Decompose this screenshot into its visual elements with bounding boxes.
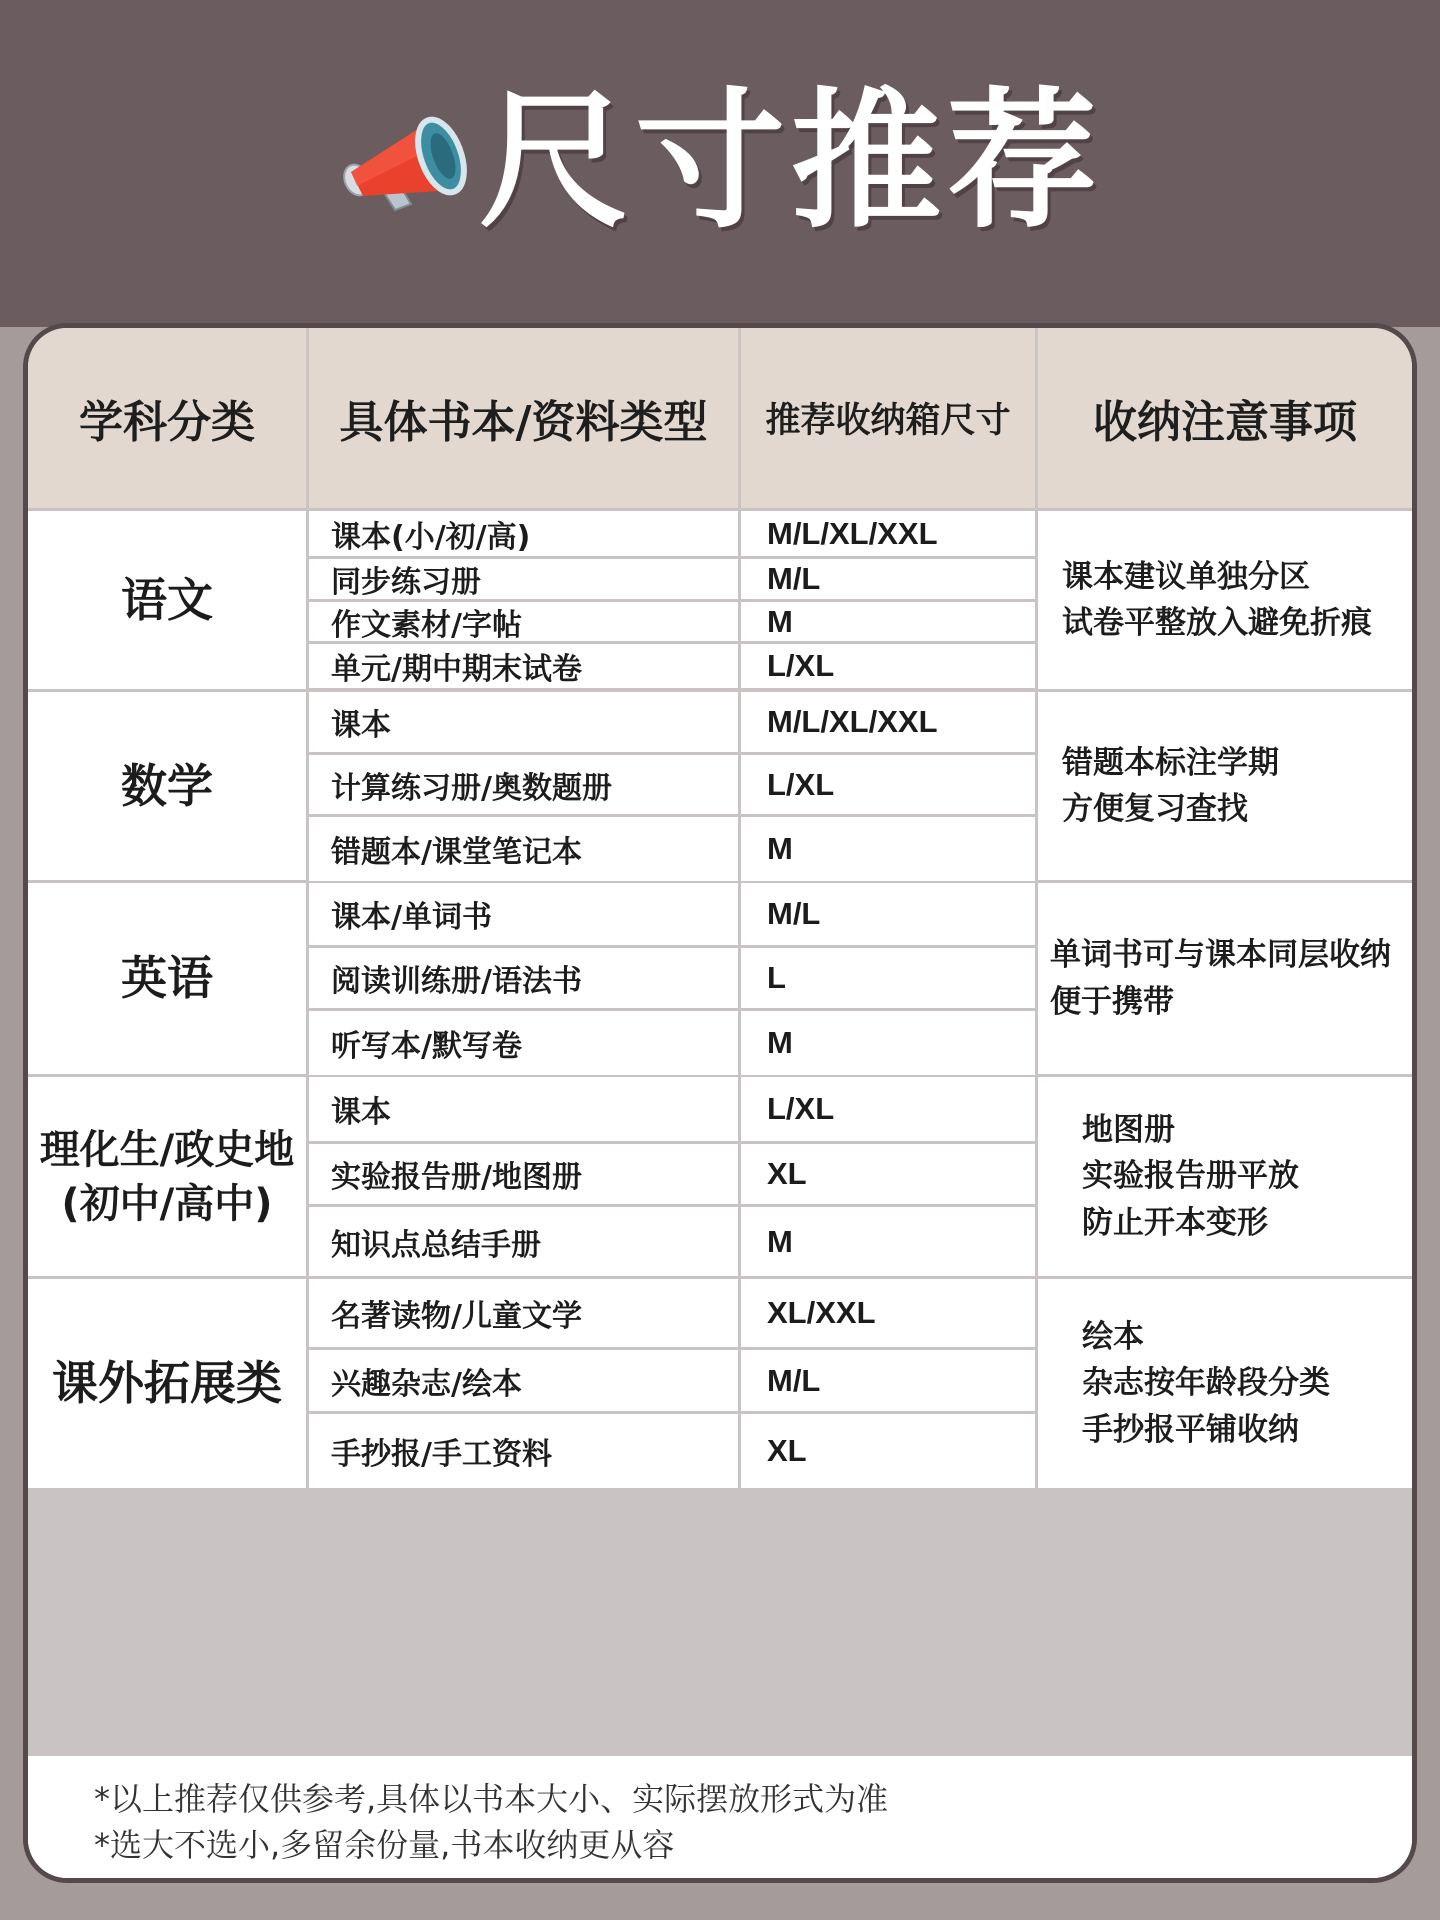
subject-cell xyxy=(28,511,306,689)
note-line: 防止开本变形 xyxy=(1082,1204,1268,1241)
subject-cell xyxy=(28,883,306,1074)
table-row-item: 知识点总结手册 xyxy=(309,1207,738,1276)
footer-notes xyxy=(28,1756,1412,1878)
table-row-item: 手抄报/手工资料 xyxy=(309,1414,738,1488)
title-row xyxy=(0,0,1440,327)
table-row-item: 作文素材/字帖 xyxy=(309,602,738,641)
note-cell xyxy=(1038,692,1412,880)
table-row-item: 课本 xyxy=(309,692,738,752)
table-row-item: 兴趣杂志/绘本 xyxy=(309,1350,738,1411)
table-row-item: 听写本/默写卷 xyxy=(309,1011,738,1075)
note-line: 杂志按年龄段分类 xyxy=(1082,1365,1330,1402)
size-table-card xyxy=(23,323,1417,1883)
table-row-size: L xyxy=(741,948,1035,1008)
note-line: 便于携带 xyxy=(1050,983,1174,1020)
column-header: 推荐收纳箱尺寸 xyxy=(741,328,1035,508)
note-cell xyxy=(1038,883,1412,1074)
subject-cell xyxy=(28,692,306,880)
table-row-item: 单元/期中期末试卷 xyxy=(309,644,738,688)
subject-cell xyxy=(28,1279,306,1488)
table-row-size: L/XL xyxy=(741,644,1035,688)
table-row-item: 阅读训练册/语法书 xyxy=(309,948,738,1008)
table-row-size: XL/XXL xyxy=(741,1279,1035,1347)
table-row-size: M/L xyxy=(741,1350,1035,1411)
subject-label: 英语 xyxy=(121,951,213,1006)
page-header xyxy=(0,0,1440,327)
table-row-size: M xyxy=(741,1011,1035,1075)
footer-note: *选大不选小,多留余份量,书本收纳更从容 xyxy=(94,1826,675,1864)
note-line: 方便复习查找 xyxy=(1062,791,1248,827)
subject-label: 数学 xyxy=(121,758,213,813)
column-header: 收纳注意事项 xyxy=(1038,328,1412,508)
note-line: 手抄报平铺收纳 xyxy=(1082,1411,1299,1448)
table-row-size: L/XL xyxy=(741,755,1035,814)
table-row-size: M xyxy=(741,602,1035,641)
subject-label: 语文 xyxy=(121,572,213,627)
note-line: 绘本 xyxy=(1082,1318,1144,1355)
note-cell xyxy=(1038,511,1412,689)
table-row-item: 同步练习册 xyxy=(309,559,738,599)
table-row-item: 实验报告册/地图册 xyxy=(309,1144,738,1204)
column-header: 学科分类 xyxy=(28,328,306,508)
note-line: 实验报告册平放 xyxy=(1082,1158,1299,1195)
footer-note: *以上推荐仅供参考,具体以书本大小、实际摆放形式为准 xyxy=(94,1780,889,1818)
page-title: 尺寸推荐 xyxy=(478,74,1103,249)
table-row-size: M/L xyxy=(741,883,1035,945)
table-row-size: M xyxy=(741,1207,1035,1276)
subject-label: (初中/高中) xyxy=(61,1180,273,1227)
note-line: 课本建议单独分区 xyxy=(1062,558,1310,595)
size-table xyxy=(28,328,1412,1756)
table-row-size: M xyxy=(741,817,1035,881)
note-cell xyxy=(1038,1279,1412,1488)
note-line: 地图册 xyxy=(1082,1111,1175,1148)
column-header: 具体书本/资料类型 xyxy=(309,328,738,508)
table-row-size: M/L/XL/XXL xyxy=(741,692,1035,752)
subject-label: 理化生/政史地 xyxy=(39,1126,295,1173)
table-row-size: M/L xyxy=(741,559,1035,599)
table-row-size: XL xyxy=(741,1414,1035,1488)
table-row-item: 名著读物/儿童文学 xyxy=(309,1279,738,1347)
note-line: 单词书可与课本同层收纳 xyxy=(1050,937,1391,973)
table-row-item: 错题本/课堂笔记本 xyxy=(309,817,738,881)
note-line: 错题本标注学期 xyxy=(1062,744,1279,781)
table-row-size: XL xyxy=(741,1144,1035,1204)
subject-cell xyxy=(28,1077,306,1276)
note-cell xyxy=(1038,1077,1412,1276)
table-row-size: M/L/XL/XXL xyxy=(741,511,1035,556)
table-row-item: 课本/单词书 xyxy=(309,883,738,945)
megaphone-icon xyxy=(337,106,467,226)
note-line: 试卷平整放入避免折痕 xyxy=(1062,605,1372,641)
table-row-item: 课本 xyxy=(309,1077,738,1141)
table-row-item: 计算练习册/奥数题册 xyxy=(309,755,738,814)
table-row-item: 课本(小/初/高) xyxy=(309,511,738,556)
subject-label: 课外拓展类 xyxy=(52,1356,282,1411)
table-row-size: L/XL xyxy=(741,1077,1035,1141)
